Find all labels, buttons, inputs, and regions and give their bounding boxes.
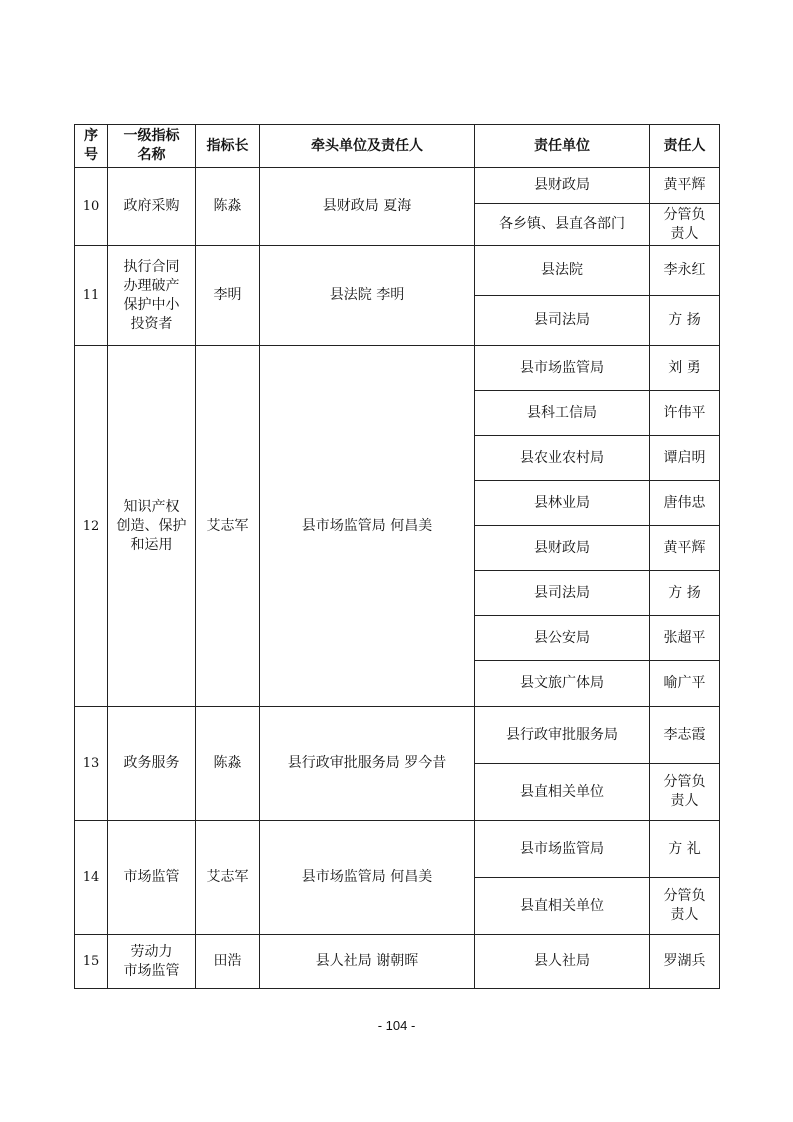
table-row [75,346,720,391]
unit-cell: 县司法局 [475,571,650,616]
unit-cell: 县市场监管局 [475,346,650,391]
chief-cell: 陈淼 [196,168,260,246]
person-cell: 李志霞 [650,707,720,764]
lead-cell: 县行政审批服务局 罗今昔 [260,707,475,821]
person-cell: 分管负 责人 [650,764,720,821]
unit-cell: 县农业农村局 [475,436,650,481]
unit-cell: 县公安局 [475,616,650,661]
chief-cell: 艾志军 [196,346,260,707]
seq-cell: 12 [75,346,108,707]
unit-cell: 县财政局 [475,526,650,571]
header-chief: 指标长 [196,125,260,168]
lead-cell: 县市场监管局 何昌美 [260,821,475,935]
unit-cell: 县科工信局 [475,391,650,436]
unit-cell: 县文旅广体局 [475,661,650,707]
unit-cell: 县人社局 [475,935,650,989]
table-row [75,935,720,989]
person-cell: 黄平辉 [650,526,720,571]
lead-cell: 县市场监管局 何昌美 [260,346,475,707]
indicator-table [74,124,720,989]
table-row [75,168,720,204]
unit-cell: 县直相关单位 [475,878,650,935]
lead-cell: 县人社局 谢朝晖 [260,935,475,989]
indicator-cell: 政府采购 [108,168,196,246]
header-unit: 责任单位 [475,125,650,168]
chief-cell: 陈淼 [196,707,260,821]
unit-cell: 县直相关单位 [475,764,650,821]
person-cell: 方 扬 [650,571,720,616]
unit-cell: 各乡镇、县直各部门 [475,204,650,246]
person-cell: 喻广平 [650,661,720,707]
seq-cell: 13 [75,707,108,821]
header-seq: 序 号 [75,125,108,168]
header-lead: 牵头单位及责任人 [260,125,475,168]
table-row [75,246,720,296]
unit-cell: 县林业局 [475,481,650,526]
chief-cell: 李明 [196,246,260,346]
unit-cell: 县法院 [475,246,650,296]
indicator-cell: 执行合同 办理破产 保护中小 投资者 [108,246,196,346]
seq-cell: 11 [75,246,108,346]
lead-cell: 县法院 李明 [260,246,475,346]
header-row [75,125,720,168]
indicator-cell: 市场监管 [108,821,196,935]
person-cell: 罗湖兵 [650,935,720,989]
chief-cell: 艾志军 [196,821,260,935]
person-cell: 方 扬 [650,296,720,346]
lead-cell: 县财政局 夏海 [260,168,475,246]
unit-cell: 县财政局 [475,168,650,204]
person-cell: 刘 勇 [650,346,720,391]
indicator-cell: 政务服务 [108,707,196,821]
seq-cell: 14 [75,821,108,935]
seq-cell: 10 [75,168,108,246]
person-cell: 许伟平 [650,391,720,436]
chief-cell: 田浩 [196,935,260,989]
unit-cell: 县市场监管局 [475,821,650,878]
person-cell: 谭启明 [650,436,720,481]
table-row [75,821,720,878]
unit-cell: 县行政审批服务局 [475,707,650,764]
person-cell: 分管负 责人 [650,204,720,246]
header-indicator: 一级指标 名称 [108,125,196,168]
indicator-cell: 知识产权 创造、保护 和运用 [108,346,196,707]
header-person: 责任人 [650,125,720,168]
page-number: - 104 - [377,1018,416,1033]
person-cell: 分管负 责人 [650,878,720,935]
person-cell: 张超平 [650,616,720,661]
person-cell: 李永红 [650,246,720,296]
person-cell: 黄平辉 [650,168,720,204]
person-cell: 唐伟忠 [650,481,720,526]
seq-cell: 15 [75,935,108,989]
table-row [75,707,720,764]
person-cell: 方 礼 [650,821,720,878]
indicator-cell: 劳动力 市场监管 [108,935,196,989]
unit-cell: 县司法局 [475,296,650,346]
